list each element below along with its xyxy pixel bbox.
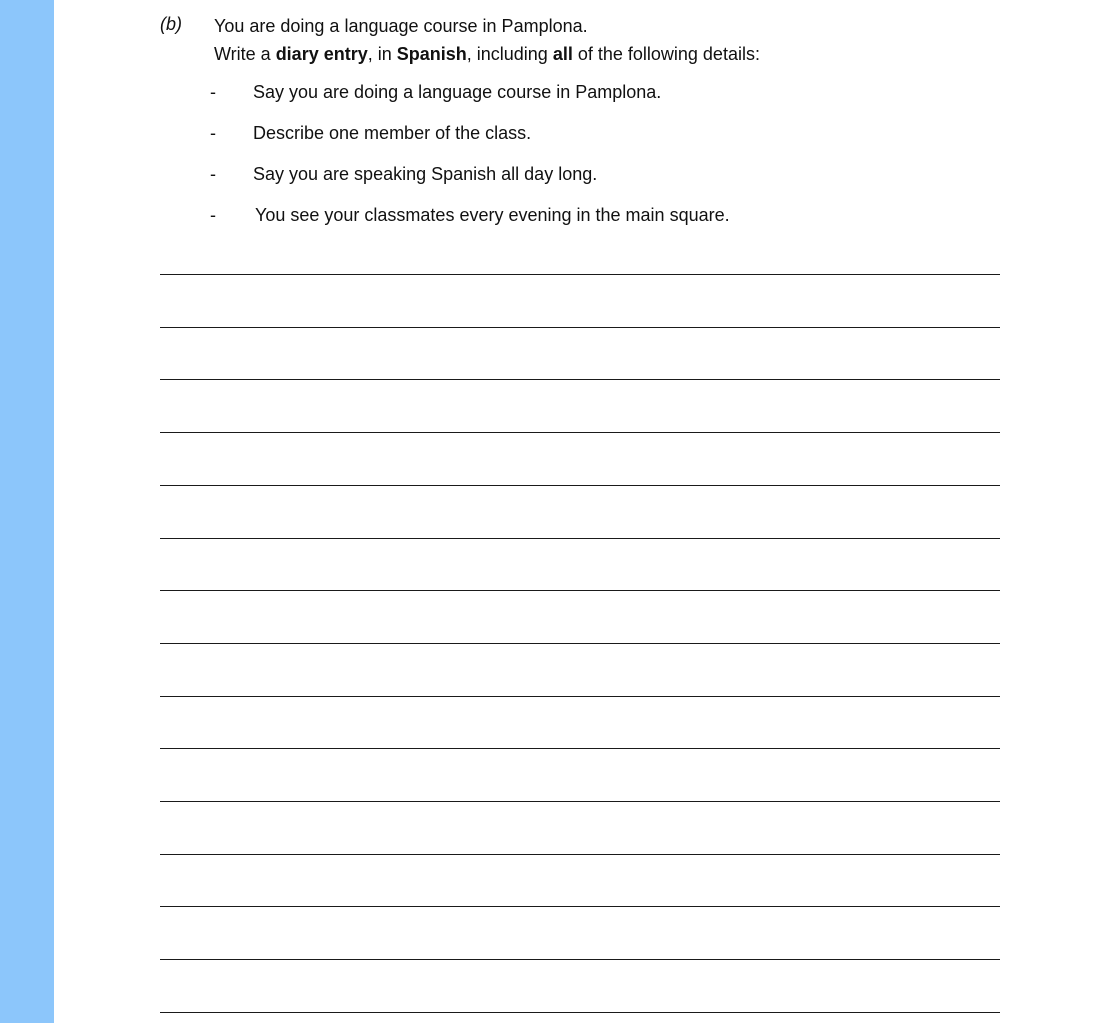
intro-text-3: , including	[466, 44, 553, 64]
bullet-text: Say you are doing a language course in Pamplona.	[253, 82, 662, 102]
bullet-dash: -	[210, 123, 216, 143]
answer-line[interactable]	[160, 432, 1000, 433]
bullet-text: Say you are speaking Spanish all day long.	[253, 164, 598, 184]
answer-line[interactable]	[160, 643, 1000, 644]
intro-bold-spanish: Spanish	[396, 44, 467, 64]
bullet-text: You see your classmates every evening in the main square.	[255, 205, 730, 225]
question-intro	[214, 12, 760, 68]
answer-line[interactable]	[160, 379, 1000, 380]
answer-line[interactable]	[160, 696, 1000, 697]
bullet-dash: -	[210, 164, 216, 184]
intro-text-4: of the following details:	[572, 44, 760, 64]
answer-line[interactable]	[160, 801, 1000, 802]
answer-line[interactable]	[160, 590, 1000, 591]
intro-text-1: Write a	[214, 44, 276, 64]
answer-line[interactable]	[160, 1012, 1000, 1013]
answer-line[interactable]	[160, 485, 1000, 486]
answer-line[interactable]	[160, 327, 1000, 328]
answer-line[interactable]	[160, 538, 1000, 539]
bullet-dash: -	[210, 82, 216, 102]
answer-line[interactable]	[160, 748, 1000, 749]
bullet-text: Describe one member of the class.	[253, 123, 532, 143]
question-label: (b)	[160, 14, 182, 34]
intro-line-1: You are doing a language course in Pamplona.	[214, 16, 588, 36]
intro-bold-diary-entry: diary entry	[275, 44, 368, 64]
intro-text-2: , in	[367, 44, 397, 64]
answer-line[interactable]	[160, 906, 1000, 907]
intro-line-2	[214, 40, 760, 68]
intro-bold-all: all	[552, 44, 573, 64]
side-margin-bar	[0, 0, 54, 1023]
answer-line[interactable]	[160, 959, 1000, 960]
answer-line[interactable]	[160, 274, 1000, 275]
bullet-dash: -	[210, 205, 216, 225]
answer-line[interactable]	[160, 854, 1000, 855]
